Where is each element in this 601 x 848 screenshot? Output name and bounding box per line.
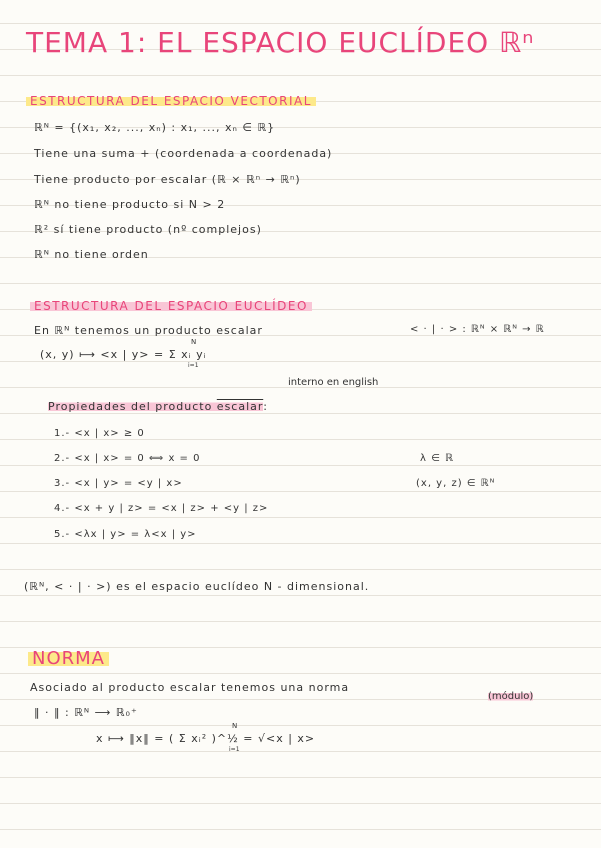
property-item: 4.- <x + y | z> = <x | z> + <y | z> <box>54 503 269 514</box>
text-line: Tiene una suma + (coordenada a coordenada) <box>34 147 333 160</box>
property-item: 5.- <λx | y> = λ<x | y> <box>54 529 197 540</box>
page-title: TEMA 1: EL ESPACIO EUCLÍDEO ℝⁿ <box>26 26 535 59</box>
annotation-note: interno en english <box>288 377 379 388</box>
text-line: ℝᴺ no tiene producto si N > 2 <box>34 198 226 211</box>
conclusion-line: (ℝᴺ, < · | · >) es el espacio euclídeo N - dimensional. <box>24 580 370 593</box>
annotation-modulo: (módulo) <box>488 691 534 702</box>
text-line: ℝ² sí tiene producto (nº complejos) <box>34 223 262 236</box>
properties-heading-colon: : <box>263 400 268 413</box>
property-item: 3.- <x | y> = <y | x> <box>54 478 183 489</box>
condition-lambda: λ ∈ ℝ <box>420 453 454 464</box>
property-item: 2.- <x | x> = 0 ⟺ x = 0 <box>54 453 201 464</box>
sum-lower-limit: i=1 <box>229 746 240 753</box>
text-line: Asociado al producto escalar tenemos una norma <box>30 681 350 694</box>
formula-line: (x, y) ⟼ <x | y> = Σ xᵢ yᵢ <box>40 348 207 361</box>
properties-heading <box>48 400 268 413</box>
section-heading-vectorial: ESTRUCTURA DEL ESPACIO VECTORIAL <box>26 94 316 108</box>
text-line: Tiene producto por escalar (ℝ × ℝⁿ → ℝⁿ) <box>34 173 301 186</box>
formula-line: x ⟼ ‖x‖ = ( Σ xᵢ² )^½ = √<x | x> <box>96 732 316 745</box>
section-heading-norma: NORMA <box>28 648 109 669</box>
sum-lower-limit: i=1 <box>188 362 199 369</box>
property-item: 1.- <x | x> ≥ 0 <box>54 428 145 439</box>
sum-upper-limit: N <box>191 338 197 346</box>
properties-heading-text: Propiedades del producto <box>48 400 217 413</box>
condition-vectors: (x, y, z) ∈ ℝᴺ <box>416 478 496 489</box>
text-line: ℝᴺ = {(x₁, x₂, ..., xₙ) : x₁, ..., xₙ ∈ ℝ} <box>34 121 276 134</box>
properties-heading-keyword: escalar <box>216 400 264 413</box>
text-line: ℝᴺ no tiene orden <box>34 248 149 261</box>
formula-line: ‖ · ‖ : ℝᴺ ⟶ ℝ₀⁺ <box>34 706 138 719</box>
section-heading-euclideo: ESTRUCTURA DEL ESPACIO EUCLÍDEO <box>30 299 312 313</box>
text-line: En ℝᴺ tenemos un producto escalar <box>34 324 263 337</box>
text-line: < · | · > : ℝᴺ × ℝᴺ → ℝ <box>410 324 545 335</box>
sum-upper-limit: N <box>232 722 238 730</box>
